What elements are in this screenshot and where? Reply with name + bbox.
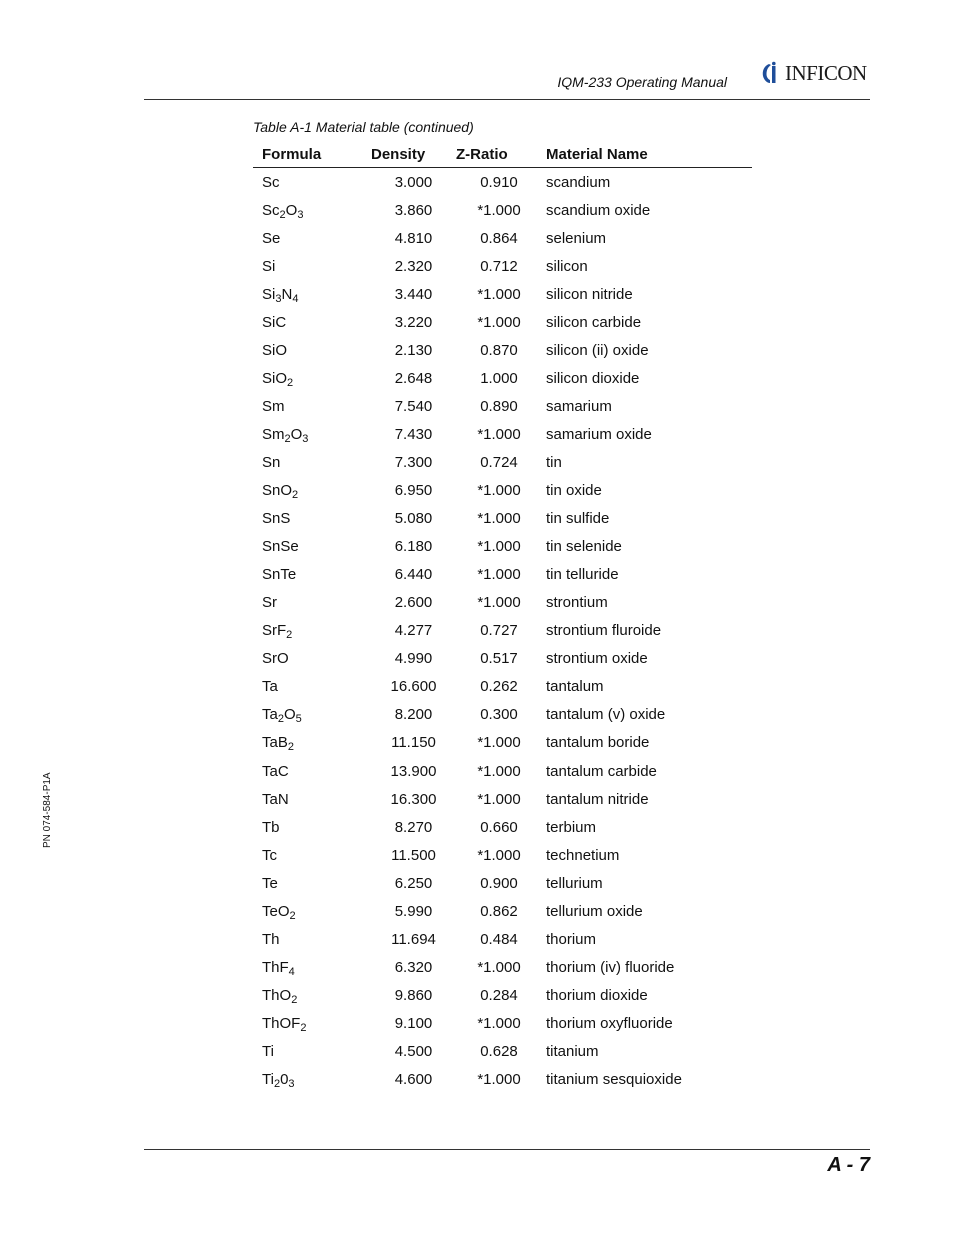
- formula-text: Ta: [262, 678, 278, 696]
- z-ratio-cell: 0.712: [480, 257, 518, 275]
- table-row: [253, 224, 752, 252]
- z-ratio-cell: *1.000: [477, 482, 521, 500]
- table-caption: Table A-1 Material table (continued): [253, 119, 474, 135]
- density-cell: 3.220: [394, 313, 433, 331]
- table-row: [253, 392, 752, 420]
- material-name-cell: scandium: [546, 173, 611, 191]
- material-name-cell: titanium: [546, 1042, 599, 1060]
- table-row: [253, 533, 752, 561]
- formula-subscript: 2: [291, 993, 298, 1006]
- density-cell: 2.648: [394, 369, 433, 387]
- formula-text: Se: [262, 229, 281, 247]
- material-name-cell: samarium oxide: [546, 425, 652, 443]
- table-row: [253, 617, 752, 645]
- material-name-cell: tantalum (v) oxide: [546, 706, 666, 724]
- logo-wordmark: INFICON: [785, 60, 867, 85]
- inficon-logo-icon: [760, 61, 782, 85]
- table-row: [253, 448, 752, 476]
- z-ratio-cell: *1.000: [477, 846, 521, 864]
- table-row: [253, 953, 752, 981]
- formula-cell: [253, 168, 371, 197]
- formula-text: ThO: [262, 986, 292, 1004]
- density-cell: 5.990: [394, 902, 433, 920]
- table-row: [253, 589, 752, 617]
- formula-text: SnS: [262, 510, 291, 528]
- density-cell: 16.600: [390, 678, 437, 696]
- material-name-cell: tin sulfide: [546, 510, 610, 528]
- material-name-cell: tin oxide: [546, 482, 602, 500]
- formula-subscript: 3: [297, 208, 304, 221]
- material-name-cell: silicon (ii) oxide: [546, 341, 649, 359]
- formula-text: SnTe: [262, 566, 297, 584]
- density-cell: 2.600: [394, 594, 433, 612]
- density-cell: 13.900: [390, 762, 437, 780]
- z-ratio-cell: 0.628: [480, 1042, 518, 1060]
- density-cell: 2.130: [394, 341, 433, 359]
- formula-cell: [253, 925, 371, 953]
- formula-text: Sm: [262, 425, 285, 443]
- density-cell: 4.990: [394, 650, 433, 668]
- density-cell: 6.440: [394, 566, 433, 584]
- formula-cell: [253, 729, 371, 757]
- formula-text: ThF: [262, 958, 289, 976]
- formula-cell: [253, 1037, 371, 1065]
- material-name-cell: strontium: [546, 594, 608, 612]
- table-row: [253, 561, 752, 589]
- formula-text: Sn: [262, 453, 281, 471]
- formula-cell: [253, 477, 371, 505]
- density-cell: 8.270: [394, 818, 433, 836]
- z-ratio-cell: 0.284: [480, 986, 518, 1004]
- material-name-cell: tellurium: [546, 874, 603, 892]
- table-row: [253, 673, 752, 701]
- table-row: [253, 701, 752, 729]
- z-ratio-cell: 0.870: [480, 341, 518, 359]
- density-cell: 2.320: [394, 257, 433, 275]
- formula-cell: [253, 1066, 371, 1094]
- density-cell: 7.430: [394, 425, 433, 443]
- formula-subscript: 3: [275, 292, 282, 305]
- formula-subscript: 3: [302, 432, 309, 445]
- inficon-logo: [760, 60, 867, 86]
- formula-cell: [253, 617, 371, 645]
- z-ratio-cell: *1.000: [477, 201, 521, 219]
- formula-cell: [253, 308, 371, 336]
- material-name-cell: scandium oxide: [546, 201, 651, 219]
- footer-rule: [144, 1149, 870, 1150]
- density-cell: 11.500: [391, 846, 436, 864]
- formula-cell: [253, 897, 371, 925]
- z-ratio-cell: *1.000: [477, 425, 521, 443]
- formula-text: SiO: [262, 341, 288, 359]
- density-cell: 9.860: [394, 986, 433, 1004]
- formula-cell: [253, 589, 371, 617]
- z-ratio-cell: *1.000: [477, 510, 521, 528]
- formula-cell: [253, 533, 371, 561]
- formula-cell: [253, 813, 371, 841]
- formula-text: SiC: [262, 313, 287, 331]
- formula-cell: [253, 280, 371, 308]
- formula-subscript: 2: [284, 432, 291, 445]
- material-table: [253, 141, 752, 1094]
- formula-text: Si: [262, 257, 276, 275]
- density-cell: 6.180: [394, 538, 433, 556]
- formula-cell: [253, 701, 371, 729]
- density-cell: 9.100: [394, 1014, 433, 1032]
- formula-text: TaB: [262, 734, 288, 752]
- formula-text: TaN: [262, 790, 289, 808]
- formula-cell: [253, 981, 371, 1009]
- formula-subscript: 4: [288, 965, 295, 978]
- material-name-cell: strontium oxide: [546, 650, 648, 668]
- material-name-cell: silicon: [546, 257, 588, 275]
- formula-subscript: 2: [277, 713, 284, 726]
- formula-text: SnSe: [262, 538, 299, 556]
- formula-cell: [253, 841, 371, 869]
- density-cell: 6.250: [394, 874, 433, 892]
- column-header-density: Density: [371, 141, 456, 168]
- formula-text: TaC: [262, 762, 289, 780]
- density-cell: 4.277: [394, 622, 433, 640]
- formula-text: O: [290, 425, 303, 443]
- formula-cell: [253, 364, 371, 392]
- material-name-cell: tellurium oxide: [546, 902, 643, 920]
- density-cell: 7.300: [394, 453, 433, 471]
- formula-cell: [253, 785, 371, 813]
- z-ratio-cell: *1.000: [477, 313, 521, 331]
- z-ratio-cell: *1.000: [477, 958, 521, 976]
- density-cell: 4.810: [394, 229, 433, 247]
- z-ratio-cell: *1.000: [477, 594, 521, 612]
- density-cell: 4.600: [394, 1071, 433, 1089]
- material-name-cell: tin telluride: [546, 566, 619, 584]
- formula-text: Ta: [262, 706, 278, 724]
- formula-cell: [253, 953, 371, 981]
- formula-subscript: 2: [279, 208, 286, 221]
- formula-subscript: 2: [287, 741, 294, 754]
- formula-cell: [253, 757, 371, 785]
- density-cell: 8.200: [394, 706, 433, 724]
- table-row: [253, 925, 752, 953]
- table-row: [253, 1066, 752, 1094]
- z-ratio-cell: 0.300: [480, 706, 518, 724]
- formula-text: Tb: [262, 818, 280, 836]
- density-cell: 3.440: [394, 285, 433, 303]
- table-row: [253, 364, 752, 392]
- z-ratio-cell: 0.862: [480, 902, 518, 920]
- table-row: [253, 869, 752, 897]
- z-ratio-cell: *1.000: [477, 285, 521, 303]
- formula-subscript: 2: [289, 909, 296, 922]
- formula-subscript: 2: [286, 629, 293, 642]
- formula-text: SrF: [262, 622, 287, 640]
- material-name-cell: tantalum boride: [546, 734, 650, 752]
- formula-text: SnO: [262, 482, 293, 500]
- material-name-cell: strontium fluroide: [546, 622, 662, 640]
- density-cell: 11.694: [391, 930, 436, 948]
- material-name-cell: tin: [546, 453, 562, 471]
- formula-subscript: 2: [300, 1021, 307, 1034]
- z-ratio-cell: 0.660: [480, 818, 518, 836]
- formula-cell: [253, 196, 371, 224]
- formula-text: O: [285, 201, 298, 219]
- formula-text: Tc: [262, 846, 277, 864]
- table-row: [253, 813, 752, 841]
- z-ratio-cell: 0.864: [480, 229, 518, 247]
- table-row: [253, 336, 752, 364]
- material-name-cell: tin selenide: [546, 538, 622, 556]
- formula-text: Th: [262, 930, 280, 948]
- formula-cell: [253, 252, 371, 280]
- material-name-cell: samarium: [546, 397, 612, 415]
- material-name-cell: selenium: [546, 229, 607, 247]
- table-row: [253, 1009, 752, 1037]
- formula-text: TeO: [262, 902, 290, 920]
- column-header-material-name: Material Name: [542, 141, 752, 168]
- formula-subscript: 5: [295, 713, 302, 726]
- formula-text: Ti: [262, 1042, 274, 1060]
- table-body: [253, 168, 752, 1094]
- material-name-cell: thorium dioxide: [546, 986, 648, 1004]
- z-ratio-cell: *1.000: [477, 762, 521, 780]
- z-ratio-cell: 0.262: [480, 678, 518, 696]
- table-row: [253, 252, 752, 280]
- formula-text: O: [283, 706, 296, 724]
- table-row: [253, 841, 752, 869]
- table-row: [253, 308, 752, 336]
- formula-cell: [253, 1009, 371, 1037]
- formula-cell: [253, 392, 371, 420]
- material-name-cell: tantalum carbide: [546, 762, 657, 780]
- z-ratio-cell: 1.000: [480, 369, 518, 387]
- formula-text: Sr: [262, 594, 277, 612]
- table-row: [253, 196, 752, 224]
- formula-text: Si: [262, 285, 276, 303]
- z-ratio-cell: 0.910: [480, 173, 518, 191]
- z-ratio-cell: 0.517: [480, 650, 518, 668]
- formula-subscript: 3: [288, 1078, 295, 1091]
- table-row: [253, 420, 752, 448]
- material-name-cell: tantalum nitride: [546, 790, 649, 808]
- formula-cell: [253, 673, 371, 701]
- formula-text: Te: [262, 874, 278, 892]
- table-row: [253, 757, 752, 785]
- density-cell: 6.950: [394, 482, 433, 500]
- material-name-cell: silicon carbide: [546, 313, 642, 331]
- formula-subscript: 2: [287, 376, 294, 389]
- z-ratio-cell: *1.000: [477, 1014, 521, 1032]
- formula-subscript: 2: [292, 489, 299, 502]
- page-number: A - 7: [827, 1154, 870, 1176]
- z-ratio-cell: 0.724: [480, 453, 518, 471]
- density-cell: 7.540: [394, 397, 433, 415]
- formula-cell: [253, 420, 371, 448]
- table-row: [253, 645, 752, 673]
- formula-text: SrO: [262, 650, 289, 668]
- formula-subscript: 2: [273, 1078, 281, 1091]
- density-cell: 6.320: [394, 958, 433, 976]
- formula-text: Ti: [262, 1071, 274, 1089]
- z-ratio-cell: 0.900: [480, 874, 518, 892]
- table-row: [253, 168, 752, 197]
- z-ratio-cell: *1.000: [477, 1071, 521, 1089]
- table-row: [253, 981, 752, 1009]
- column-header-z-ratio: Z-Ratio: [456, 141, 542, 168]
- material-name-cell: titanium sesquioxide: [546, 1071, 682, 1089]
- header-rule: [144, 99, 870, 100]
- density-cell: 5.080: [394, 510, 433, 528]
- material-name-cell: thorium (iv) fluoride: [546, 958, 675, 976]
- material-name-cell: silicon dioxide: [546, 369, 640, 387]
- table-row: [253, 477, 752, 505]
- table-row: [253, 785, 752, 813]
- z-ratio-cell: *1.000: [477, 566, 521, 584]
- formula-text: N: [281, 285, 293, 303]
- material-name-cell: thorium: [546, 930, 597, 948]
- density-cell: 11.150: [391, 734, 436, 752]
- density-cell: 16.300: [390, 790, 437, 808]
- material-name-cell: thorium oxyfluoride: [546, 1014, 673, 1032]
- table-row: [253, 897, 752, 925]
- formula-cell: [253, 224, 371, 252]
- density-cell: 3.860: [394, 201, 433, 219]
- z-ratio-cell: *1.000: [477, 538, 521, 556]
- material-name-cell: technetium: [546, 846, 620, 864]
- formula-cell: [253, 869, 371, 897]
- formula-cell: [253, 448, 371, 476]
- material-name-cell: tantalum: [546, 678, 604, 696]
- table-row: [253, 505, 752, 533]
- formula-text: ThOF: [262, 1014, 301, 1032]
- z-ratio-cell: 0.727: [480, 622, 518, 640]
- material-name-cell: terbium: [546, 818, 597, 836]
- formula-cell: [253, 561, 371, 589]
- table-row: [253, 1037, 752, 1065]
- column-header-formula: Formula: [253, 141, 371, 168]
- formula-text: Sc: [262, 173, 280, 191]
- formula-text: Sc: [262, 201, 280, 219]
- table-row: [253, 729, 752, 757]
- formula-text: SiO: [262, 369, 288, 387]
- z-ratio-cell: 0.890: [480, 397, 518, 415]
- table-header-row: [253, 141, 752, 168]
- formula-subscript: 4: [292, 292, 299, 305]
- density-cell: 3.000: [394, 173, 433, 191]
- formula-cell: [253, 336, 371, 364]
- density-cell: 4.500: [394, 1042, 433, 1060]
- table-row: [253, 280, 752, 308]
- part-number: PN 074-584-P1A: [42, 772, 53, 848]
- formula-cell: [253, 505, 371, 533]
- manual-title: IQM-233 Operating Manual: [557, 74, 727, 90]
- formula-cell: [253, 645, 371, 673]
- z-ratio-cell: *1.000: [477, 790, 521, 808]
- z-ratio-cell: 0.484: [480, 930, 518, 948]
- formula-text: Sm: [262, 397, 285, 415]
- material-name-cell: silicon nitride: [546, 285, 633, 303]
- z-ratio-cell: *1.000: [477, 734, 521, 752]
- formula-text: 0: [280, 1071, 289, 1089]
